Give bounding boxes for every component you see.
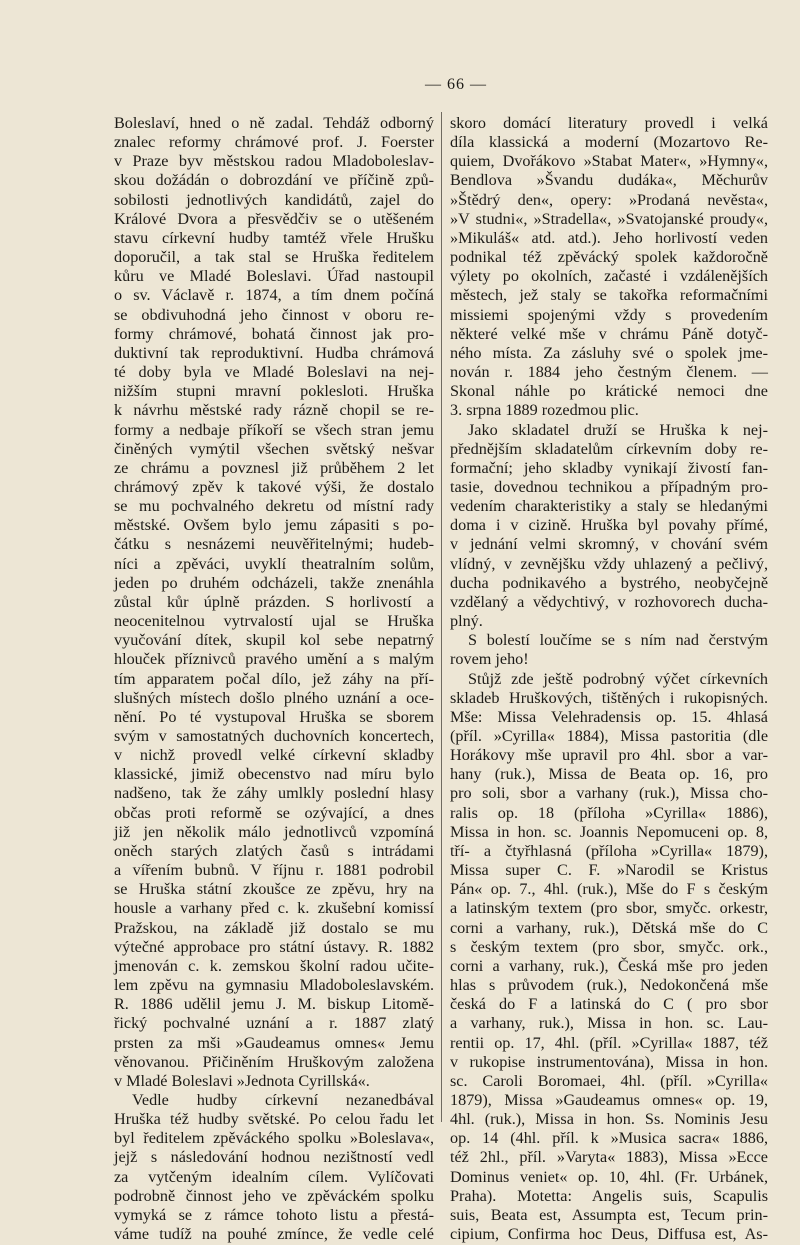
text-line: formy a nedbaje příkoří se všech stran jemu: [114, 420, 434, 439]
text-line: a vířením bubnů. V říjnu r. 1881 podrobil: [114, 861, 434, 880]
text-line: (příl. »Cyrilla« 1884), Missa pastoritia (dle: [450, 727, 768, 745]
text-line: některé velké mše v chrámu Páně dotyč-: [450, 324, 768, 343]
text-line: nění. Po té vystupoval Hruška se sborem: [114, 707, 434, 726]
text-line: Boleslaví, hned o ně zadal. Tehdáž odborný: [114, 114, 434, 132]
text-line: »Štědrý den«, opery: »Prodaná nevěsta«,: [450, 190, 768, 209]
text-line: v Mladé Boleslavi »Jednota Cyrillská«.: [114, 1071, 370, 1090]
text-line: hany (ruk.), Missa de Beata op. 16, pro: [450, 765, 768, 784]
text-line: též 2hl., příl. »Varyta« 1883), Missa »Ecce: [450, 1148, 768, 1167]
text-line: skou dožádán o dobrozdání ve příčině způ-: [114, 171, 434, 190]
text-line: Dominus veniet« op. 10, 4hl. (Fr. Urbánek,: [450, 1167, 768, 1186]
text-line: neocenitelnou vytrvalostí ujal se Hruška: [114, 612, 434, 631]
text-line: byl ředitelem zpěváckého spolku »Boleslava«,: [114, 1129, 434, 1148]
text-line: Horákovy mše upravil pro 4hl. sbor a var-: [450, 746, 768, 765]
text-line: sobilosti jednotlivých kandidátů, zajel do: [114, 190, 434, 209]
right-column: [450, 114, 768, 1244]
text-line: vedením charakteristiky a staly se hledanými: [450, 497, 768, 516]
text-line: formační; jeho skladby vynikají živostí fan-: [450, 458, 768, 477]
text-line: výlety po okolních, začasté i vzdálenějších: [450, 267, 768, 286]
text-line: slušných místech došlo plného uznání a oce-: [114, 688, 434, 707]
text-line: podnikal též zpěvácký spolek každoročně: [450, 248, 768, 267]
text-line: svým v samostatných duchovních koncertech,: [114, 727, 434, 745]
text-line: pro soli, sbor a varhany (ruk.), Missa cho-: [450, 784, 768, 803]
text-line: housle a varhany před c. k. zkušební komissí: [114, 899, 434, 918]
text-line: nadšeno, tak že záhy umlkly poslední hlasy: [114, 784, 434, 803]
text-line: stavu církevní hudby tamtéž vřele Hrušku: [114, 228, 434, 247]
text-line: oněch starých zlatých časů s intrádami: [114, 841, 434, 860]
text-line: hlouček příznivců pravého umění a s malým: [114, 650, 434, 669]
text-line: a varhany, ruk.), Missa in hon. sc. Lau-: [450, 1014, 768, 1033]
text-line: Králové Dvora a přesvědčiv se o utěšeném: [114, 209, 434, 228]
text-line: Hruška též hudby světské. Po celou řadu let: [114, 1110, 434, 1129]
text-line: skoro domácí literatury provedl i velká: [450, 114, 768, 132]
text-line: té doby byla ve Mladé Boleslavi na nej-: [114, 363, 434, 382]
text-line: 1879), Missa »Gaudeamus omnes« op. 19,: [450, 1090, 768, 1109]
text-line: chrámový zpěv k takové výši, že dostalo: [114, 477, 434, 496]
text-line: Skonal náhle po krátické nemoci dne: [450, 382, 768, 401]
text-line: doma i v cizině. Hruška byl povahy přímé,: [450, 516, 768, 535]
text-line: Bendlova »Švandu dudáka«, Měchurův: [450, 171, 768, 190]
text-line: jmenován c. k. zemskou školní radou učite-: [114, 956, 434, 975]
text-line: Pražskou, na základě již dostalo se mu: [114, 918, 434, 937]
text-line: kůru ve Mladé Boleslavi. Úřad nastoupil: [114, 267, 434, 286]
text-line: vymyká se z rámce tohoto listu a přestá-: [114, 1205, 434, 1224]
text-line: R. 1886 udělil jemu J. M. biskup Litomě-: [114, 995, 434, 1014]
text-line: městech, jež staly se takořka reformačními: [450, 286, 768, 305]
text-line: »Mikuláš« atd. atd.). Jeho horlivostí veden: [450, 228, 768, 247]
text-line: 3. srpna 1889 rozedmou plic.: [450, 401, 639, 420]
text-line: corni a varhany, ruk.), Dětská mše do C: [450, 918, 768, 937]
text-line: ralis op. 18 (příloha »Cyrilla« 1886),: [450, 803, 768, 822]
text-line: duktivní tak reproduktivní. Hudba chrámová: [114, 343, 434, 362]
text-line: sc. Caroli Boromaei, 4hl. (příl. »Cyrilla«: [450, 1071, 768, 1090]
text-line: se Hruška státní zkoušce ze zpěvu, hry na: [114, 880, 434, 899]
text-line: přednějším skladatelům církevním doby re-: [450, 439, 768, 458]
text-line: cipium, Confirma hoc Deus, Diffusa est, As-: [450, 1225, 768, 1244]
text-line: Stůjž zde ještě podrobný výčet církevních: [468, 669, 768, 688]
text-line: 4hl. (ruk.), Missa in hon. Ss. Nominis Jesu: [450, 1110, 768, 1129]
text-line: díla klassická a moderní (Mozartovo Re-: [450, 133, 768, 152]
text-line: znalec reformy chrámové prof. J. Foerster: [114, 133, 434, 152]
text-line: quiem, Dvořákovo »Stabat Mater«, »Hymny«,: [450, 152, 768, 171]
text-line: Missa in hon. sc. Joannis Nepomuceni op. 8,: [450, 822, 768, 841]
text-line: tím apparatem počal dílo, jež záhy na pří-: [114, 669, 434, 688]
page-number: — 66 —: [425, 76, 487, 93]
text-line: výtečné approbace pro státní ústavy. R. 1882: [114, 937, 434, 956]
text-line: hlas s průvodem (ruk.), Nedokončená mše: [450, 976, 768, 995]
text-line: vlídný, v zevnějšku vždy uhlazený a pečlivý,: [450, 554, 768, 573]
text-line: v rukopise instrumentována), Missa in hon.: [450, 1052, 768, 1071]
text-line: vzdělaný a vědychtivý, v rozhovorech ducha-: [450, 592, 768, 611]
text-line: missiemi spojenými vždy s provedením: [450, 305, 768, 324]
text-line: k návrhu městské rady rázně chopil se re-: [114, 401, 434, 420]
text-line: klassické, jimiž obecenstvo nad míru bylo: [114, 765, 434, 784]
text-line: tasie, dovednou technikou a případným pro-: [450, 477, 768, 496]
text-line: Missa super C. F. »Narodil se Kristus: [450, 861, 768, 880]
text-line: »V studni«, »Stradella«, »Svatojanské proudy«,: [450, 209, 768, 228]
text-line: tří- a čtyřhlasná (příloha »Cyrilla« 1879),: [450, 841, 768, 860]
text-line: nován r. 1884 jeho čestným členem. —: [450, 363, 768, 382]
text-line: nižším stupni mravní poklesloti. Hruška: [114, 382, 434, 401]
text-line: zůstal kůr úplně prázden. S horlivostí a: [114, 592, 434, 611]
text-line: česká do F a latinská do C ( pro sbor: [450, 995, 768, 1014]
text-line: v nichž provedl velké církevní skladby: [114, 746, 434, 765]
text-line: rentii op. 17, 4hl. (příl. »Cyrilla« 1887, též: [450, 1033, 768, 1052]
text-line: ze chrámu a povznesl již průběhem 2 let: [114, 458, 434, 477]
text-line: váme tudíž na pouhé zmínce, že vedle celé: [114, 1225, 434, 1244]
text-line: věnovanou. Přičiněním Hruškovým založena: [114, 1052, 434, 1071]
text-line: městské. Ovšem bylo jemu zápasiti s po-: [114, 516, 434, 535]
text-line: činěných vymýtil všechen světský nešvar: [114, 439, 434, 458]
text-line: lem zpěvu na gymnasiu Mladoboleslavském.: [114, 976, 434, 995]
text-line: v jednání velmi skromný, v chování svém: [450, 535, 768, 554]
text-line: občas proti reformě se ozývající, a dnes: [114, 803, 434, 822]
text-line: Jako skladatel druží se Hruška k nej-: [468, 420, 768, 439]
text-line: Vedle hudby církevní nezanedbával: [132, 1090, 434, 1109]
text-line: op. 14 (4hl. příl. k »Musica sacra« 1886,: [450, 1129, 768, 1148]
text-line: čátku s nesnázemi neuvěřitelnými; hudeb-: [114, 535, 434, 554]
text-line: jeden po druhém odcházeli, takže znenáhla: [114, 573, 434, 592]
left-column: [114, 114, 434, 1244]
text-line: rovem jeho!: [450, 650, 529, 669]
text-line: corni a varhany, ruk.), Česká mše pro jeden: [450, 956, 768, 975]
text-line: již jen několik málo jednotlivců vzpomíná: [114, 822, 434, 841]
text-line: prsten za mši »Gaudeamus omnes« Jemu: [114, 1033, 434, 1052]
column-divider: [441, 112, 442, 1122]
text-line: jejž s následování hodnou nezištností vedl: [114, 1148, 434, 1167]
text-line: se mu pochvalného dekretu od místní rady: [114, 497, 434, 516]
text-line: řický pochvalné uznání a r. 1887 zlatý: [114, 1014, 434, 1033]
text-line: ného místa. Za zásluhy své o spolek jme-: [450, 343, 768, 362]
text-line: se obdivuhodná jeho činnost v oboru re-: [114, 305, 434, 324]
text-line: suis, Beata est, Assumpta est, Tecum prin-: [450, 1205, 768, 1224]
text-line: Praha). Motetta: Angelis suis, Scapulis: [450, 1186, 768, 1205]
text-line: s českým textem (pro sbor, smyčc. ork.,: [450, 937, 768, 956]
text-line: vyučování dítek, skupil kol sebe nepatrný: [114, 631, 434, 650]
text-line: Pán« op. 7., 4hl. (ruk.), Mše do F s českým: [450, 880, 768, 899]
text-line: ducha podnikavého a bystrého, neobyčejně: [450, 573, 768, 592]
text-line: S bolestí loučíme se s ním nad čerstvým: [468, 631, 768, 650]
text-line: doporučil, a tak stal se Hruška ředitelem: [114, 248, 434, 267]
text-line: v Praze byv městskou radou Mladoboleslav-: [114, 152, 434, 171]
text-line: za vytčeným idealním cílem. Vylíčovati: [114, 1167, 434, 1186]
text-line: skladeb Hruškových, tištěných i rukopisných.: [450, 688, 768, 707]
text-line: Mše: Missa Velehradensis op. 15. 4hlasá: [450, 707, 768, 726]
text-line: o sv. Václavě r. 1874, a tím dnem počíná: [114, 286, 434, 305]
text-line: formy chrámové, bohatá činnost jak pro-: [114, 324, 434, 343]
text-line: plný.: [450, 612, 483, 631]
text-line: a latinským textem (pro sbor, smyčc. orkestr,: [450, 899, 768, 918]
text-line: níci a zpěváci, uvyklí theatralním solům,: [114, 554, 434, 573]
text-line: podrobně činnost jeho ve zpěváckém spolku: [114, 1186, 434, 1205]
